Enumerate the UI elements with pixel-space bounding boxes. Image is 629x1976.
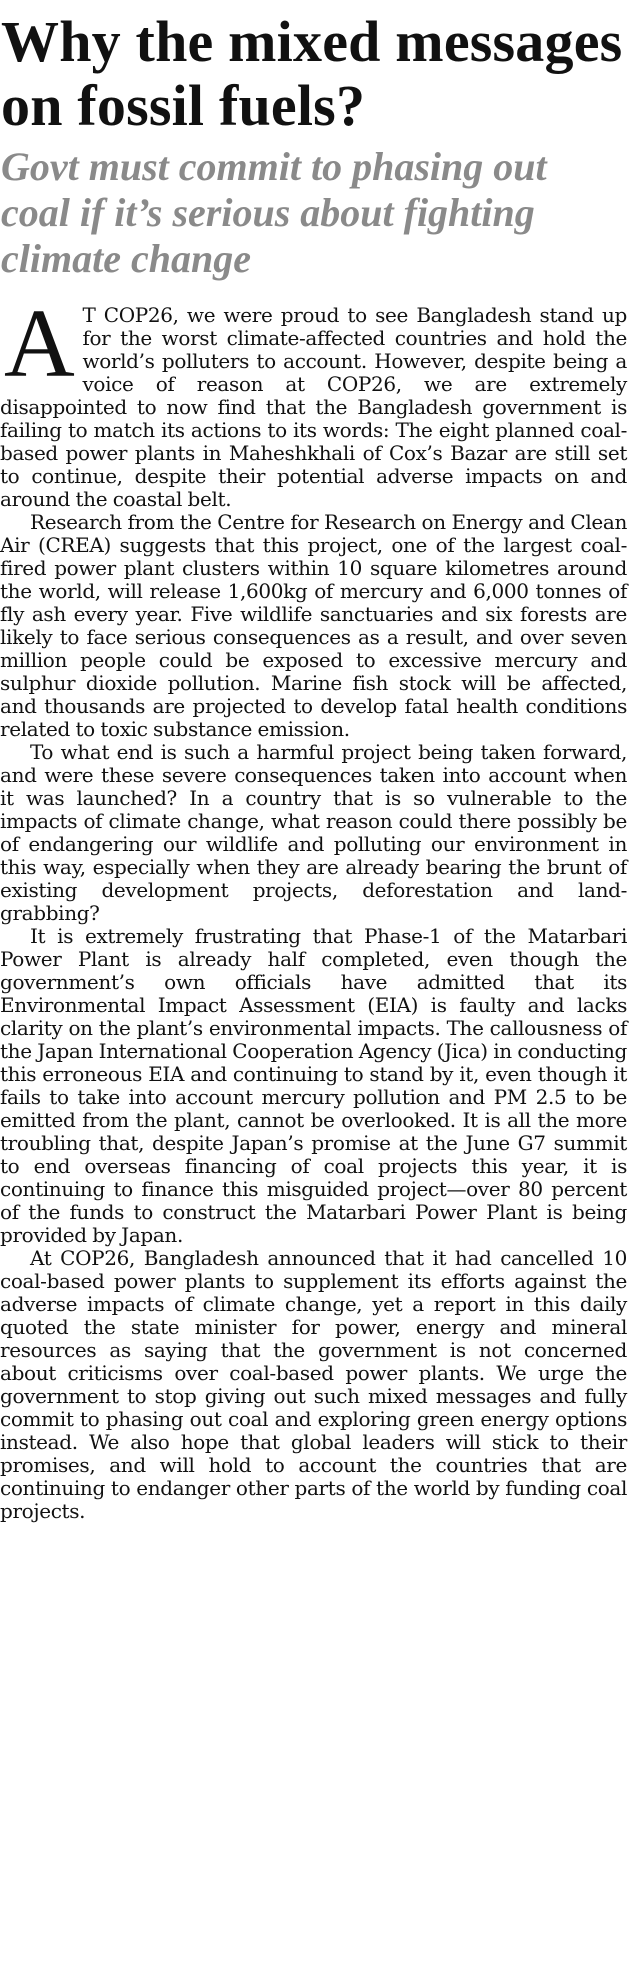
headline: Why the mixed messages on fossil fuels? — [1, 9, 623, 138]
article-body — [0, 290, 629, 1523]
paragraph-4: It is extremely frustrating that Phase-1 of the Matarbari Power Plant is already half completed, even though the government’s own officials have admitted that its Environmental Impact Assessment (EIA) is faulty and lacks clarity on the plant’s environmental impacts. The callousness of the Japan International Cooperation Agency (Jica) in conducting this erroneous EIA and continuing to stand by it, even though it fails to take into account mercury pollution and PM 2.5 to be emitted from the plant, cannot be overlooked. It is all the more troubling that, despite Japan’s promise at the June G7 summit to end overseas financing of coal projects this year, it is continuing to finance this misguided project—over 80 percent of the funds to construct the Matarbari Power Plant is being provided by Japan. — [0, 924, 627, 1247]
paragraph-3: To what end is such a harmful project being taken forward, and were these severe consequences taken into account when it was launched? In a country that is so vulnerable to the impacts of climate change, what reason could there possibly be of endangering our wildlife and polluting our environment in this way, especially when they are already bearing the brunt of existing development projects, deforestation and land-grabbing? — [0, 740, 627, 925]
drop-cap: A — [4, 290, 75, 398]
subheadline: Govt must commit to phasing out coal if it’s serious about fighting climate change — [1, 144, 547, 281]
paragraph-5: At COP26, Bangladesh announced that it had cancelled 10 coal-based power plants to supplement its efforts against the adverse impacts of climate change, yet a report in this daily quoted the state minister for power, energy and mineral resources as saying that the government is not concerned about criticisms over coal-based power plants. We urge the government to stop giving out such mixed messages and fully commit to phasing out coal and exploring green energy options instead. We also hope that global leaders will stick to their promises, and will hold to account the countries that are continuing to endanger other parts of the world by funding coal projects. — [0, 1246, 627, 1523]
paragraph-1-text: T COP26, we were proud to see Bangladesh stand up for the worst climate-affected countries and hold the world’s polluters to account. However, despite being a voice of reason at COP26, we are extremely disappointed to now find that the Bangladesh government is failing to match its actions to its words: The eight planned coal-based power plants in Maheshkhali of Cox’s Bazar are still set to continue, despite their potential adverse impacts on and around the coastal belt. — [0, 303, 627, 511]
paragraph-2: Research from the Centre for Research on Energy and Clean Air (CREA) suggests that this project, one of the largest coal-fired power plant clusters within 10 square kilometres around the world, will release 1,600kg of mercury and 6,000 tonnes of fly ash every year. Five wildlife sanctuaries and six forests are likely to face serious consequences as a result, and over seven million people could be exposed to excessive mercury and sulphur dioxide pollution. Marine fish stock will be affected, and thousands are projected to develop fatal health conditions related to toxic substance emission. — [0, 510, 627, 741]
paragraph-1 — [0, 290, 627, 511]
